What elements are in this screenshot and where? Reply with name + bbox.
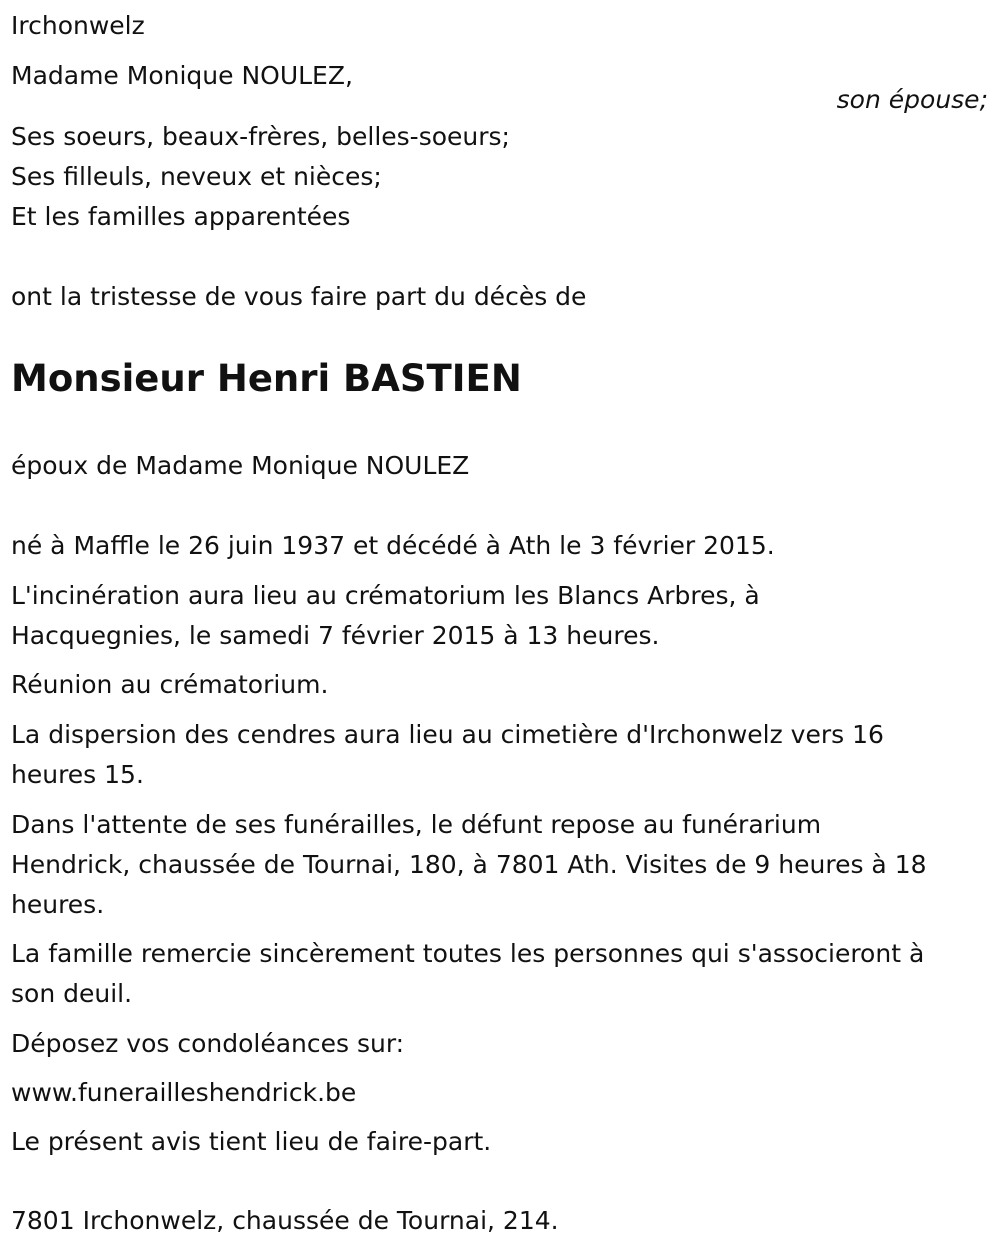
dispersion-line-1: La dispersion des cendres aura lieu au cimetière d'Irchonwelz vers 16 [11,720,884,749]
siblings-line: Ses soeurs, beaux-frères, belles-soeurs; [11,122,510,151]
dispersion-line-2: heures 15. [11,760,144,789]
resting-line-3: heures. [11,890,105,919]
cremation-line-1: L'incinération aura lieu au crématorium les Blancs Arbres, à [11,581,760,610]
resting-line-1: Dans l'attente de ses funérailles, le défunt repose au funérarium [11,810,822,839]
deceased-name: Monsieur Henri BASTIEN [11,357,522,400]
spouse-name: Madame Monique NOULEZ, [11,61,353,90]
cremation-line-2: Hacquegnies, le samedi 7 février 2015 à 13 heures. [11,621,660,650]
footer-address: 7801 Irchonwelz, chaussée de Tournai, 214. [11,1206,559,1235]
place-heading: Irchonwelz [11,11,145,40]
godchildren-line: Ses filleuls, neveux et nièces; [11,162,382,191]
announcement-intro: ont la tristesse de vous faire part du décès de [11,282,587,311]
condolences-line: Déposez vos condoléances sur: [11,1029,405,1058]
birth-death-line: né à Maffle le 26 juin 1937 et décédé à Ath le 3 février 2015. [11,531,775,560]
spouse-of-line: époux de Madame Monique NOULEZ [11,451,470,480]
website-link[interactable]: www.funerailleshendrick.be [11,1078,357,1107]
meeting-line: Réunion au crématorium. [11,670,329,699]
thanks-line-1: La famille remercie sincèrement toutes les personnes qui s'associeront à [11,939,925,968]
resting-line-2: Hendrick, chaussée de Tournai, 180, à 7801 Ath. Visites de 9 heures à 18 [11,850,927,879]
relatives-line: Et les familles apparentées [11,202,351,231]
thanks-line-2: son deuil. [11,979,133,1008]
spouse-role: son épouse; [836,85,988,114]
notice-line: Le présent avis tient lieu de faire-part. [11,1127,492,1156]
